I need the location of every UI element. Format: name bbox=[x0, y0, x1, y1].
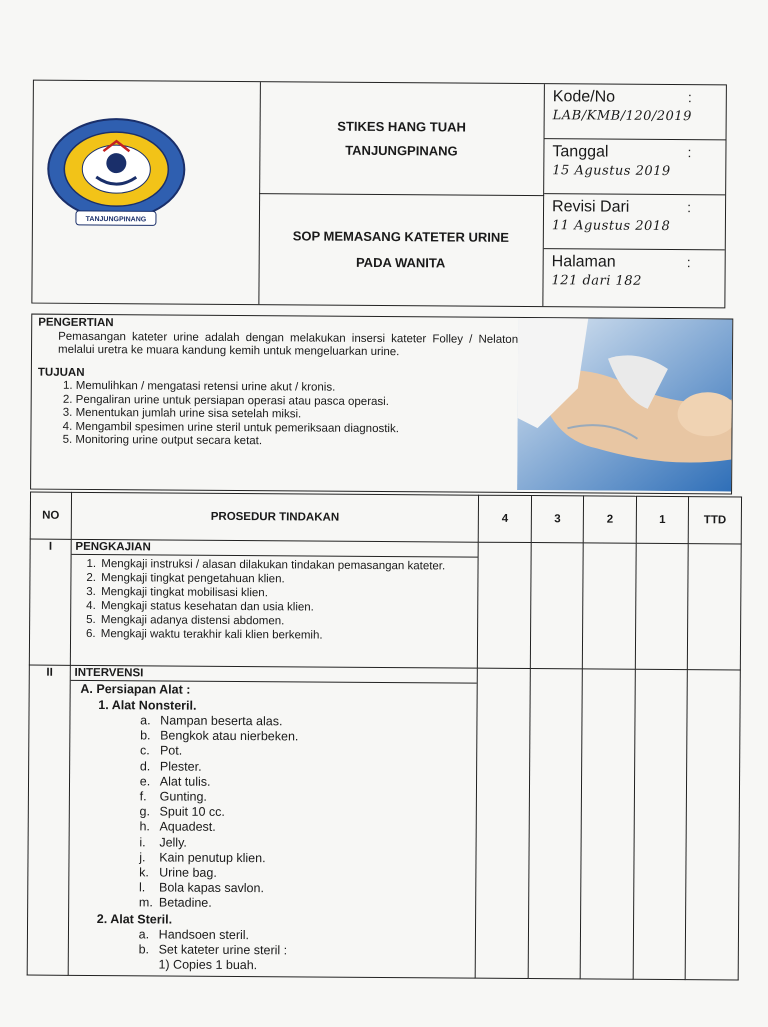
item-text: Alat tulis. bbox=[159, 774, 211, 789]
item-text: Gunting. bbox=[159, 789, 207, 804]
meta-value: 11 Agustus 2018 bbox=[551, 218, 671, 235]
list-item: 6. Mengkaji waktu terakhir kali klien berkemih. bbox=[99, 627, 478, 644]
item-text: Aquadest. bbox=[159, 819, 216, 835]
item-text: Pot. bbox=[159, 743, 183, 759]
info-text bbox=[37, 317, 518, 451]
item-key: h. bbox=[139, 819, 150, 834]
score-cell[interactable] bbox=[530, 543, 583, 669]
section-intervensi bbox=[68, 665, 478, 978]
item-text: Handsoen steril. bbox=[158, 927, 250, 942]
item-text: Plester. bbox=[159, 759, 202, 774]
document-meta-cells bbox=[543, 84, 726, 307]
signature-cell[interactable] bbox=[685, 670, 740, 980]
score-cell[interactable] bbox=[583, 543, 636, 669]
list-item: 3. Menentukan jumlah urine sisa setelah miksi. bbox=[76, 407, 518, 424]
list-item bbox=[139, 896, 476, 914]
list-item: 1. Mengkaji instruksi / alasan dilakukan tindakan pemasangan kateter. bbox=[99, 557, 478, 574]
item-text: Jelly. bbox=[159, 835, 187, 850]
list-item: 5. Monitoring urine output secara ketat. bbox=[75, 434, 517, 451]
item-text: Spuit 10 cc. bbox=[159, 804, 225, 820]
section-title: INTERVENSI bbox=[70, 666, 477, 684]
item-text: Set kateter urine steril : bbox=[158, 942, 288, 958]
row-number: II bbox=[27, 665, 70, 975]
sop-title-line2: PADA WANITA bbox=[355, 254, 446, 271]
score-cell[interactable] bbox=[580, 669, 635, 979]
item-key: b. bbox=[138, 942, 150, 957]
section-pengkajian bbox=[70, 539, 479, 668]
item-text: Bengkok atau nierbeken. bbox=[160, 728, 299, 744]
col-procedure: PROSEDUR TINDAKAN bbox=[71, 492, 479, 542]
item-text: Betadine. bbox=[158, 895, 212, 911]
score-cell[interactable] bbox=[476, 668, 531, 978]
col-score-4: 4 bbox=[479, 495, 532, 542]
meta-label: Kode/No bbox=[552, 88, 616, 106]
item-key: b. bbox=[140, 728, 151, 743]
item-key: l. bbox=[138, 880, 146, 895]
item-text: Urine bag. bbox=[159, 865, 217, 880]
meta-label: Tanggal bbox=[552, 143, 609, 161]
pengertian-heading: PENGERTIAN bbox=[38, 316, 114, 330]
table-row bbox=[29, 539, 741, 670]
institution-line2: TANJUNGPINANG bbox=[345, 142, 458, 159]
meta-revisi bbox=[544, 194, 725, 250]
meta-kode bbox=[545, 84, 726, 140]
col-no: NO bbox=[30, 492, 71, 539]
item-key: m. bbox=[138, 895, 153, 910]
col-score-3: 3 bbox=[531, 496, 584, 543]
logo-cell bbox=[32, 81, 261, 305]
sop-title-line1: SOP MEMASANG KATETER URINE bbox=[292, 228, 509, 245]
item-text: Nampan beserta alas. bbox=[160, 713, 283, 729]
item-key: e. bbox=[139, 774, 151, 789]
item-text: 1) Copies 1 buah. bbox=[158, 957, 258, 973]
item-key: g. bbox=[139, 804, 151, 819]
meta-colon: : bbox=[687, 199, 692, 216]
list-item: 1. Memulihkan / mengatasi retensi urine akut / kronis. bbox=[76, 380, 518, 397]
meta-value: 15 Agustus 2019 bbox=[552, 163, 671, 180]
item-key: a. bbox=[138, 926, 150, 942]
item-key: d. bbox=[139, 758, 151, 774]
meta-tanggal bbox=[544, 139, 725, 195]
procedure-table bbox=[27, 492, 742, 981]
meta-colon: : bbox=[686, 254, 691, 271]
meta-label: Halaman bbox=[551, 253, 616, 271]
sop-title-cell bbox=[258, 194, 544, 306]
definition-and-purpose bbox=[30, 314, 733, 495]
logo-bottom-text: TANJUNGPINANG bbox=[85, 215, 147, 224]
item-text: Kain penutup klien. bbox=[159, 850, 266, 866]
row-number: I bbox=[29, 539, 71, 665]
meta-colon: : bbox=[687, 144, 692, 161]
meta-halaman bbox=[543, 249, 724, 305]
meta-label: Revisi Dari bbox=[551, 198, 630, 216]
list-item: 2. Pengaliran urine untuk persiapan operasi atau pasca operasi. bbox=[76, 393, 518, 410]
score-cell[interactable] bbox=[633, 669, 688, 979]
score-cell[interactable] bbox=[528, 669, 583, 979]
list-item bbox=[138, 957, 475, 975]
item-key: a. bbox=[140, 713, 151, 728]
list-item: 4. Mengkaji status kesehatan dan usia klien. bbox=[99, 599, 478, 616]
procedure-photo bbox=[517, 318, 732, 491]
sop-header-table bbox=[31, 80, 727, 309]
item-text: Bola kapas savlon. bbox=[158, 880, 265, 896]
meta-colon: : bbox=[687, 89, 692, 106]
list-item bbox=[140, 729, 477, 747]
list-item bbox=[139, 820, 476, 838]
col-score-1: 1 bbox=[636, 496, 689, 543]
sub-heading: A. Persiapan Alat : bbox=[80, 681, 191, 697]
institution-name-cell bbox=[259, 82, 545, 196]
col-ttd: TTD bbox=[688, 497, 741, 544]
item-key: k. bbox=[139, 865, 149, 880]
group-heading: 2. Alat Steril. bbox=[96, 911, 173, 927]
list-item: 2. Mengkaji tingkat pengetahuan klien. bbox=[99, 571, 478, 588]
pengertian-text: Pemasangan kateter urine adalah dengan melakukan insersi kateter Folley / Nelaton melalui uretra ke muara kandung kemih untuk mengeluarkan urine. bbox=[57, 330, 519, 359]
tujuan-heading: TUJUAN bbox=[37, 366, 85, 379]
pengkajian-list bbox=[71, 555, 478, 648]
item-key: i. bbox=[139, 834, 146, 849]
institution-logo bbox=[41, 111, 192, 232]
list-item: 5. Mengkaji adanya distensi abdomen. bbox=[99, 613, 478, 630]
list-item: 4. Mengambil spesimen urine steril untuk pemeriksaan diagnostik. bbox=[75, 420, 517, 437]
score-cell[interactable] bbox=[635, 543, 688, 669]
meta-value: 121 dari 182 bbox=[551, 273, 642, 289]
nonsteril-list bbox=[69, 713, 477, 913]
table-row bbox=[27, 665, 740, 980]
meta-value: LAB/KMB/120/2019 bbox=[552, 108, 692, 125]
list-item: 3. Mengkaji tingkat mobilisasi klien. bbox=[99, 585, 478, 602]
item-key: f. bbox=[139, 789, 147, 804]
institution-line1: STIKES HANG TUAH bbox=[337, 118, 466, 135]
col-score-2: 2 bbox=[584, 496, 637, 543]
table-header-row bbox=[30, 492, 741, 544]
signature-cell[interactable] bbox=[688, 544, 742, 670]
section-title: PENGKAJIAN bbox=[71, 540, 478, 558]
score-cell[interactable] bbox=[478, 542, 531, 668]
item-key: j. bbox=[139, 850, 146, 865]
group-heading: 1. Alat Nonsteril. bbox=[98, 698, 197, 713]
steril-list bbox=[68, 926, 475, 974]
tujuan-list bbox=[37, 380, 517, 451]
item-key: c. bbox=[139, 743, 150, 758]
